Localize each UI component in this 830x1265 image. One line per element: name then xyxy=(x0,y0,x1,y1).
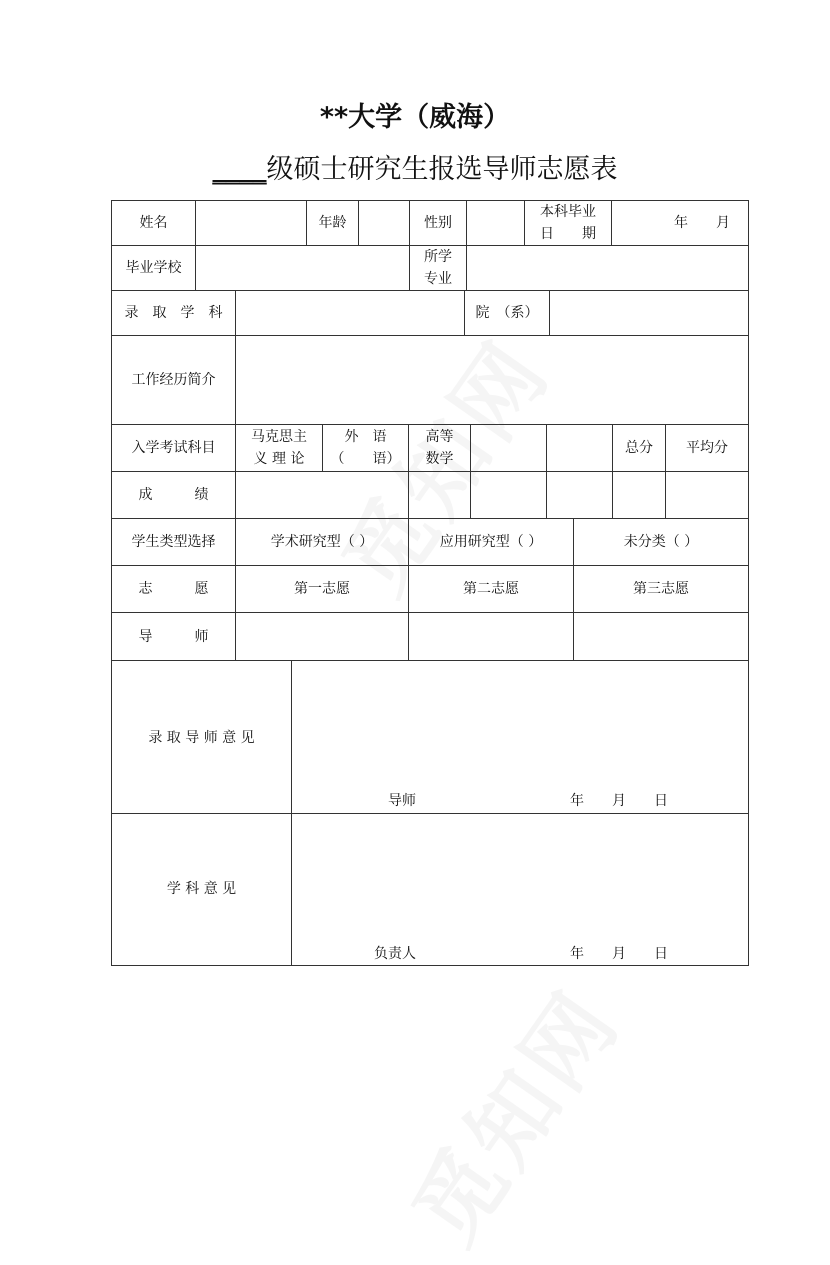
type-applied-option[interactable]: 应用研究型（ ） xyxy=(408,518,573,565)
name-label: 姓名 xyxy=(111,200,195,245)
subject-blank-2[interactable] xyxy=(546,424,612,471)
supervisor-signature-date: 年 月 日 xyxy=(570,793,668,809)
score-total[interactable] xyxy=(612,471,665,518)
score-marxism[interactable] xyxy=(235,471,408,518)
supervisor-second-value[interactable] xyxy=(408,612,573,660)
supervisor-opinion-label: 录 取 导 师 意 见 xyxy=(148,730,255,746)
exam-subjects-label: 入学考试科目 xyxy=(111,424,235,471)
year-blank[interactable]: ____ xyxy=(212,154,267,185)
row-discipline xyxy=(111,290,749,335)
second-wish-label: 第二志愿 xyxy=(408,565,573,612)
wish-label: 志 愿 xyxy=(111,565,235,612)
gender-label: 性别 xyxy=(409,200,466,245)
subject-foreign-language xyxy=(322,424,408,471)
student-type-label: 学生类型选择 xyxy=(111,518,235,565)
discipline-opinion-label-cell xyxy=(111,813,291,966)
score-average[interactable] xyxy=(665,471,749,518)
school-label: 毕业学校 xyxy=(111,245,195,290)
marxism-line1: 马克思主 xyxy=(251,429,307,445)
first-wish-label: 第一志愿 xyxy=(235,565,408,612)
total-label: 总分 xyxy=(612,424,665,471)
row-discipline-opinion xyxy=(111,813,749,966)
work-experience-label: 工作经历简介 xyxy=(111,335,235,424)
university-title: **大学（威海） xyxy=(319,102,511,133)
work-experience-value[interactable] xyxy=(235,335,749,424)
subject-math xyxy=(408,424,470,471)
subject-blank-1[interactable] xyxy=(470,424,546,471)
row-basic-info xyxy=(111,200,749,245)
supervisor-third-value[interactable] xyxy=(573,612,749,660)
row-scores xyxy=(111,471,749,518)
discipline-value[interactable] xyxy=(235,290,464,335)
discipline-signature-label: 负责人 xyxy=(374,946,416,962)
discipline-opinion-value[interactable] xyxy=(291,813,749,966)
scores-label: 成 绩 xyxy=(111,471,235,518)
supervisor-label: 导 师 xyxy=(111,612,235,660)
name-value[interactable] xyxy=(195,200,306,245)
graduation-date-label xyxy=(524,200,611,245)
row-supervisor-opinion xyxy=(111,660,749,813)
graduation-date-line1: 本科毕业 xyxy=(540,204,596,220)
average-label: 平均分 xyxy=(665,424,749,471)
math-line2: 数学 xyxy=(425,451,454,467)
supervisor-signature-label: 导师 xyxy=(388,793,416,809)
subject-marxism xyxy=(235,424,322,471)
supervisor-first-value[interactable] xyxy=(235,612,408,660)
age-value[interactable] xyxy=(358,200,409,245)
major-line2: 专业 xyxy=(424,271,452,287)
age-label: 年龄 xyxy=(306,200,358,245)
school-value[interactable] xyxy=(195,245,409,290)
row-wishes xyxy=(111,565,749,612)
marxism-line2: 义 理 论 xyxy=(253,451,305,467)
graduation-date-value[interactable]: 年 月 xyxy=(611,200,749,245)
department-value[interactable] xyxy=(549,290,749,335)
form-title xyxy=(0,150,830,190)
supervisor-opinion-value[interactable] xyxy=(291,660,749,813)
type-academic-option[interactable]: 学术研究型（ ） xyxy=(235,518,408,565)
score-blank[interactable] xyxy=(546,471,612,518)
type-undecided-option[interactable]: 未分类（ ） xyxy=(573,518,749,565)
discipline-opinion-label: 学 科 意 见 xyxy=(166,881,237,897)
supervisor-opinion-label-cell xyxy=(111,660,291,813)
row-exam-subjects xyxy=(111,424,749,471)
foreign-line1: 外 语 xyxy=(344,429,387,445)
row-supervisors xyxy=(111,612,749,660)
major-line1: 所学 xyxy=(424,249,452,265)
row-school xyxy=(111,245,749,290)
third-wish-label: 第三志愿 xyxy=(573,565,749,612)
major-value[interactable] xyxy=(466,245,749,290)
major-label xyxy=(409,245,466,290)
math-line1: 高等 xyxy=(425,429,454,445)
watermark-bottom xyxy=(379,961,644,1264)
row-student-type xyxy=(111,518,749,565)
gender-value[interactable] xyxy=(466,200,524,245)
score-foreign[interactable] xyxy=(408,471,470,518)
graduation-date-line2: 日 期 xyxy=(540,226,596,242)
discipline-signature-date: 年 月 日 xyxy=(570,946,668,962)
form-title-text: 级硕士研究生报选导师志愿表 xyxy=(266,154,618,185)
department-label: 院 （系） xyxy=(464,290,549,335)
row-work-experience xyxy=(111,335,749,424)
foreign-line2: （ 语） xyxy=(330,451,401,467)
discipline-label: 录 取 学 科 xyxy=(111,290,235,335)
score-math[interactable] xyxy=(470,471,546,518)
